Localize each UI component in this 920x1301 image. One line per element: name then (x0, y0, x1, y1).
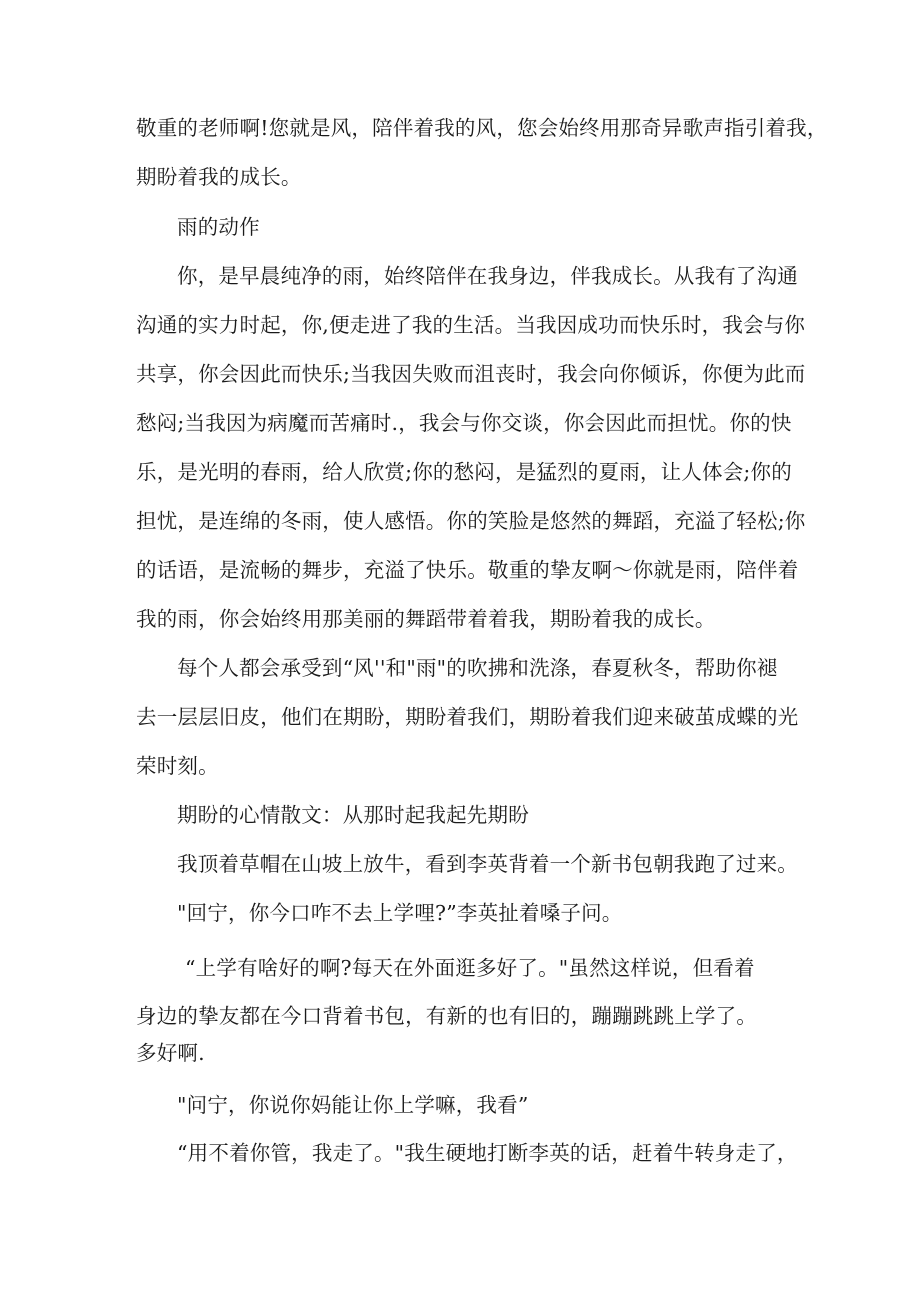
text-line: “用不着你管，我走了。"我生硬地打断李英的话，赶着牛转身走了， (177, 1141, 798, 1165)
text-line: 我的雨，你会始终用那美丽的舞蹈带着着我，期盼着我的成长。 (136, 607, 716, 631)
text-line: 期盼着我的成长。 (136, 165, 302, 189)
text-line: 去一层层旧皮，他们在期盼，期盼着我们，期盼着我们迎来破茧成蝶的光 (136, 705, 799, 729)
text-line: 愁闷;当我因为病魔而苦痛时.，我会与你交谈，你会因此而担忧。你的快 (136, 411, 792, 435)
text-line: "回宁，你今口咋不去上学哩?”李英扯着嗓子问。 (177, 901, 623, 925)
text-line: 我顶着草帽在山坡上放牛，看到李英背着一个新书包朝我跑了过来。 (177, 852, 798, 876)
section-heading: 雨的动作 (177, 215, 260, 239)
text-line: 沟通的实力时起，你,便走进了我的生活。当我因成功而快乐时，我会与你 (136, 313, 806, 337)
text-line: 每个人都会承受到“风''和"雨"的吹拂和洗涤，春夏秋冬，帮助你褪 (177, 656, 778, 680)
text-line: "问宁，你说你妈能让你上学嘛，我看” (177, 1093, 529, 1117)
text-line: 敬重的老师啊!您就是风，陪伴着我的风，您会始终用那奇异歌声指引着我， (136, 116, 828, 140)
text-line: 担忧，是连绵的冬雨，使人感悟。你的笑脸是悠然的舞蹈，充溢了轻松;你 (136, 509, 806, 533)
text-line: 荣时刻。 (136, 754, 219, 778)
text-line: “上学有啥好的啊?每天在外面逛多好了。"虽然这样说，但看着 (185, 956, 755, 980)
text-line: 多好啊. (136, 1041, 205, 1065)
text-line: 乐，是光明的春雨，给人欣赏;你的愁闷，是猛烈的夏雨，让人体会;你的 (136, 460, 792, 484)
section-heading: 期盼的心情散文：从那时起我起先期盼 (177, 803, 529, 827)
text-line: 你，是早晨纯净的雨，始终陪伴在我身边，伴我成长。从我有了沟通 (177, 264, 798, 288)
text-line: 共享，你会因此而快乐;当我因失败而沮丧时，我会向你倾诉，你便为此而 (136, 362, 806, 386)
text-line: 的话语，是流畅的舞步，充溢了快乐。敬重的挚友啊～你就是雨，陪伴着 (136, 558, 799, 582)
text-line: 身边的挚友都在今口背着书包，有新的也有旧的，蹦蹦跳跳上学了。 (136, 1004, 757, 1028)
